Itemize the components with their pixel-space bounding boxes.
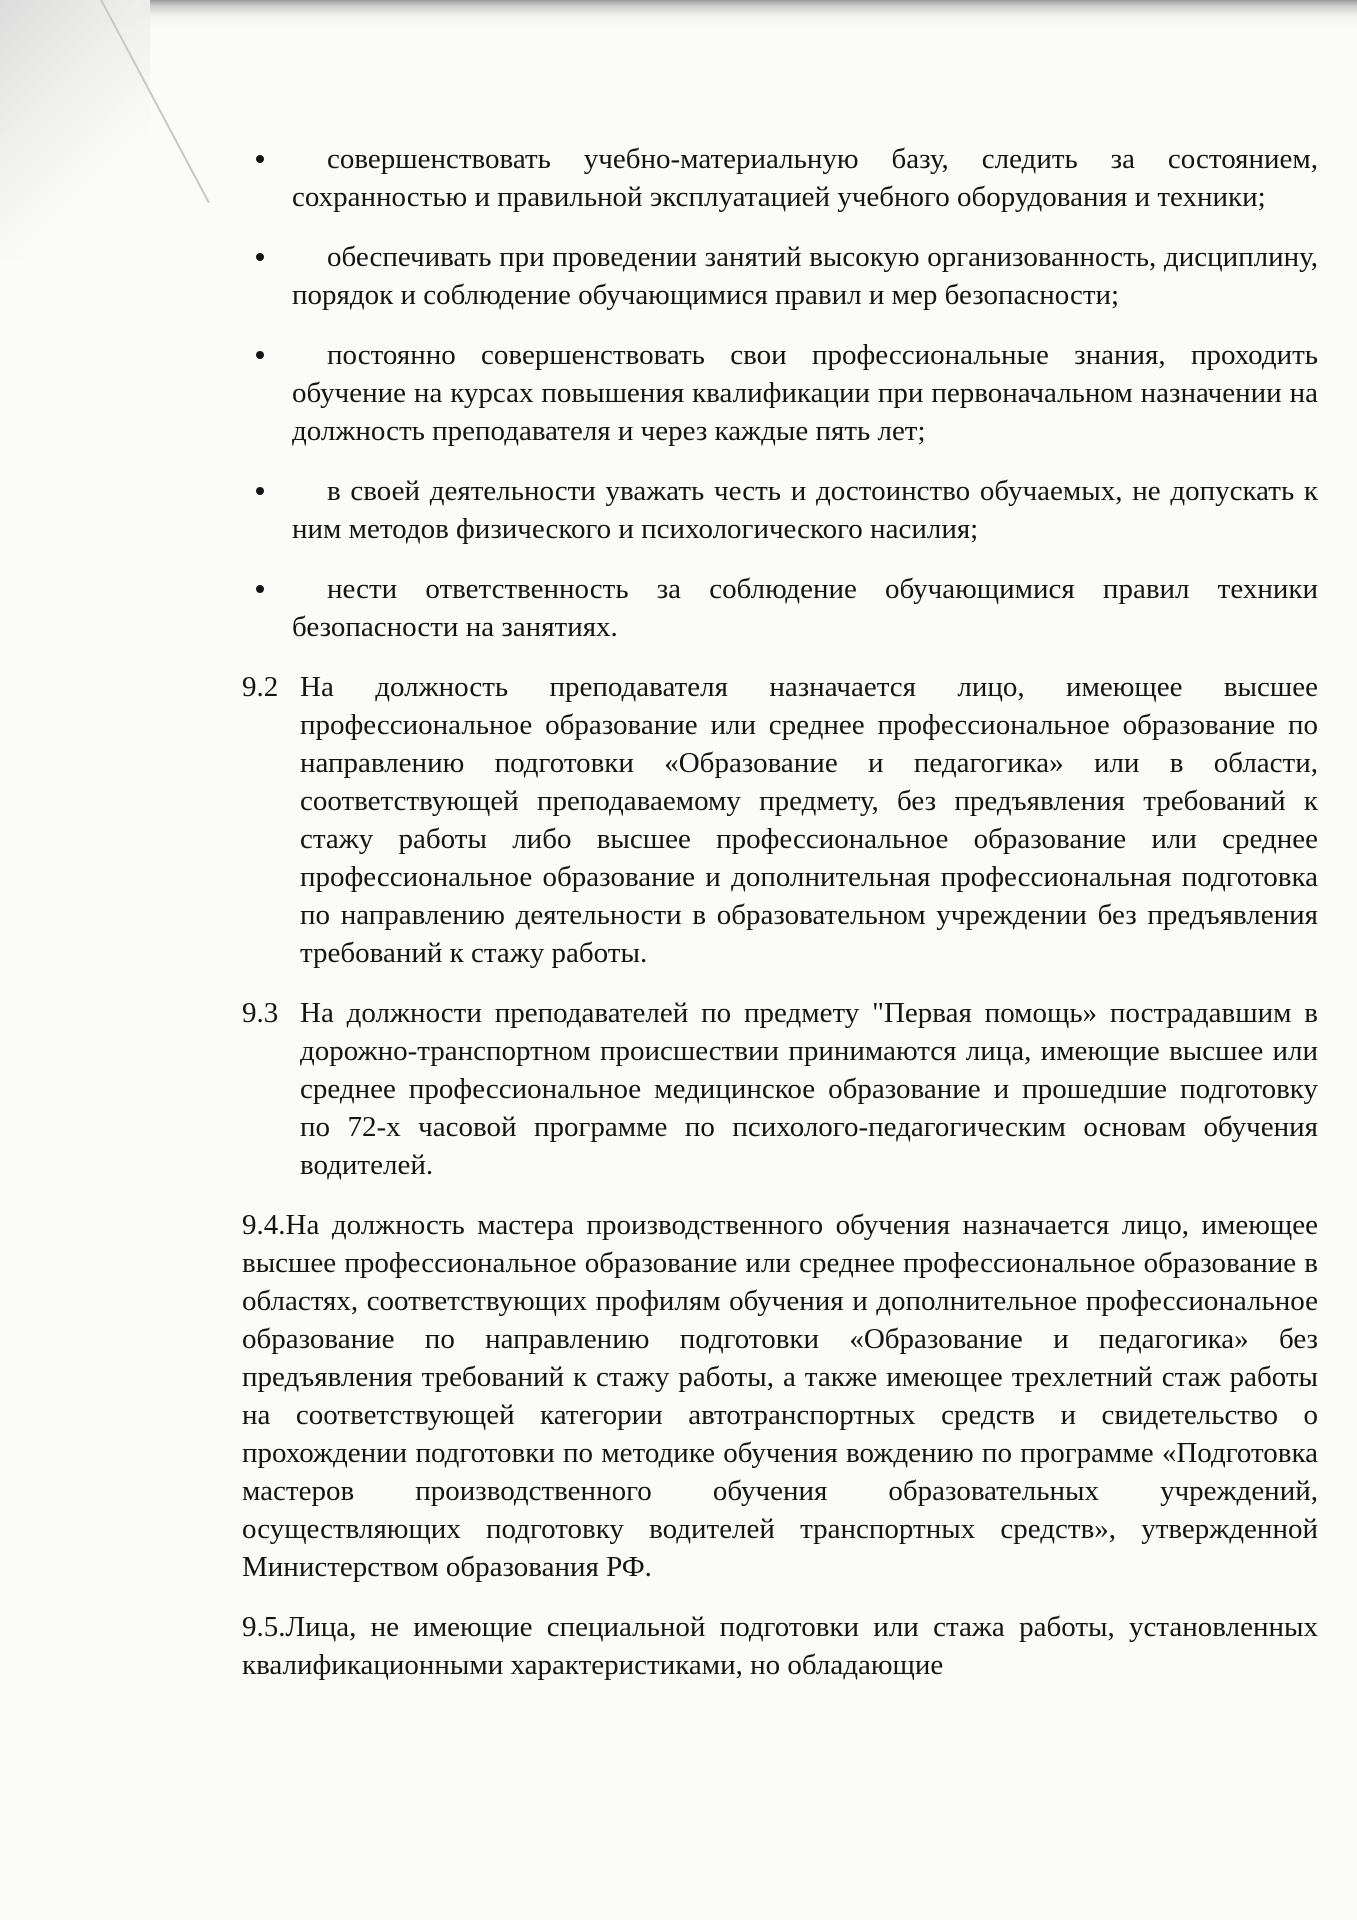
bullet-item (250, 336, 1318, 450)
bullet-item (250, 472, 1318, 548)
bullet-text: совершенствовать учебно-материальную базу, следить за состоянием, сохранностью и правильной эксплуатацией учебного оборудования и техники; (292, 143, 1318, 213)
bullet-dot-icon (256, 351, 264, 359)
section-text: Лица, не имеющие специальной подготовки или стажа работы, установленных квалификационными характеристиками, но обладающие (242, 1611, 1318, 1681)
bullet-item (250, 238, 1318, 314)
bullet-dot-icon (256, 253, 264, 261)
scan-top-edge (0, 0, 1357, 40)
bullet-dot-icon (256, 487, 264, 495)
bullet-text: в своей деятельности уважать честь и достоинство обучаемых, не допускать к ним методов физического и психологического насилия; (292, 475, 1318, 545)
document-body (242, 140, 1318, 1706)
bullet-text: обеспечивать при проведении занятий высокую организованность, дисциплину, порядок и соблюдение обучающимися правил и мер безопасности; (292, 241, 1318, 311)
section-text: На должность мастера производственного обучения назначается лицо, имеющее высшее профессиональное образование или среднее профессиональное образование в областях, соответствующих профилям обучения и дополнительное профессиональное образование по направлению подготовки «Образование и педагогика» без предъявления требований к стажу работы, а также имеющее трехлетний стаж работы на соответствующей категории автотранспортных средств и свидетельство о прохождении подготовки по методике обучения вождению по программе «Подготовка мастеров производственного обучения образовательных учреждений, осуществляющих подготовку водителей транспортных средств», утвержденной Министерством образования РФ. (242, 1209, 1318, 1583)
section-number: 9.3 (242, 997, 279, 1029)
bullet-item (250, 140, 1318, 216)
scan-folded-corner (0, 0, 150, 260)
bullet-item (250, 570, 1318, 646)
bullet-dot-icon (256, 585, 264, 593)
section-number: 9.5. (242, 1611, 286, 1643)
section-text: На должности преподавателей по предмету "Первая помощь» пострадавшим в дорожно-транспортном происшествии принимаются лица, имеющие высшее или среднее профессиональное медицинское образование и прошедшие подготовку по 72-х часовой программе по психолого-педагогическим основам обучения водителей. (300, 997, 1318, 1181)
bullet-text: нести ответственность за соблюдение обучающимися правил техники безопасности на занятиях. (292, 573, 1318, 643)
section-number: 9.2 (242, 671, 279, 703)
section-text: На должность преподавателя назначается лицо, имеющее высшее профессиональное образование или среднее профессиональное образование по направлению подготовки «Образование и педагогика» или в области, соответствующей преподаваемому предмету, без предъявления требований к стажу работы либо высшее профессиональное образование или среднее профессиональное образование и дополнительная профессиональная подготовка по направлению деятельности в образовательном учреждении без предъявления требований к стажу работы. (300, 671, 1318, 969)
section-number: 9.4. (242, 1209, 286, 1241)
bullet-text: постоянно совершенствовать свои профессиональные знания, проходить обучение на курсах повышения квалификации при первоначальном назначении на должность преподавателя и через каждые пять лет; (292, 339, 1318, 447)
section-9-3 (242, 994, 1318, 1184)
section-9-5 (242, 1608, 1318, 1684)
section-9-4 (242, 1206, 1318, 1586)
bullet-dot-icon (256, 155, 264, 163)
section-9-2 (242, 668, 1318, 972)
